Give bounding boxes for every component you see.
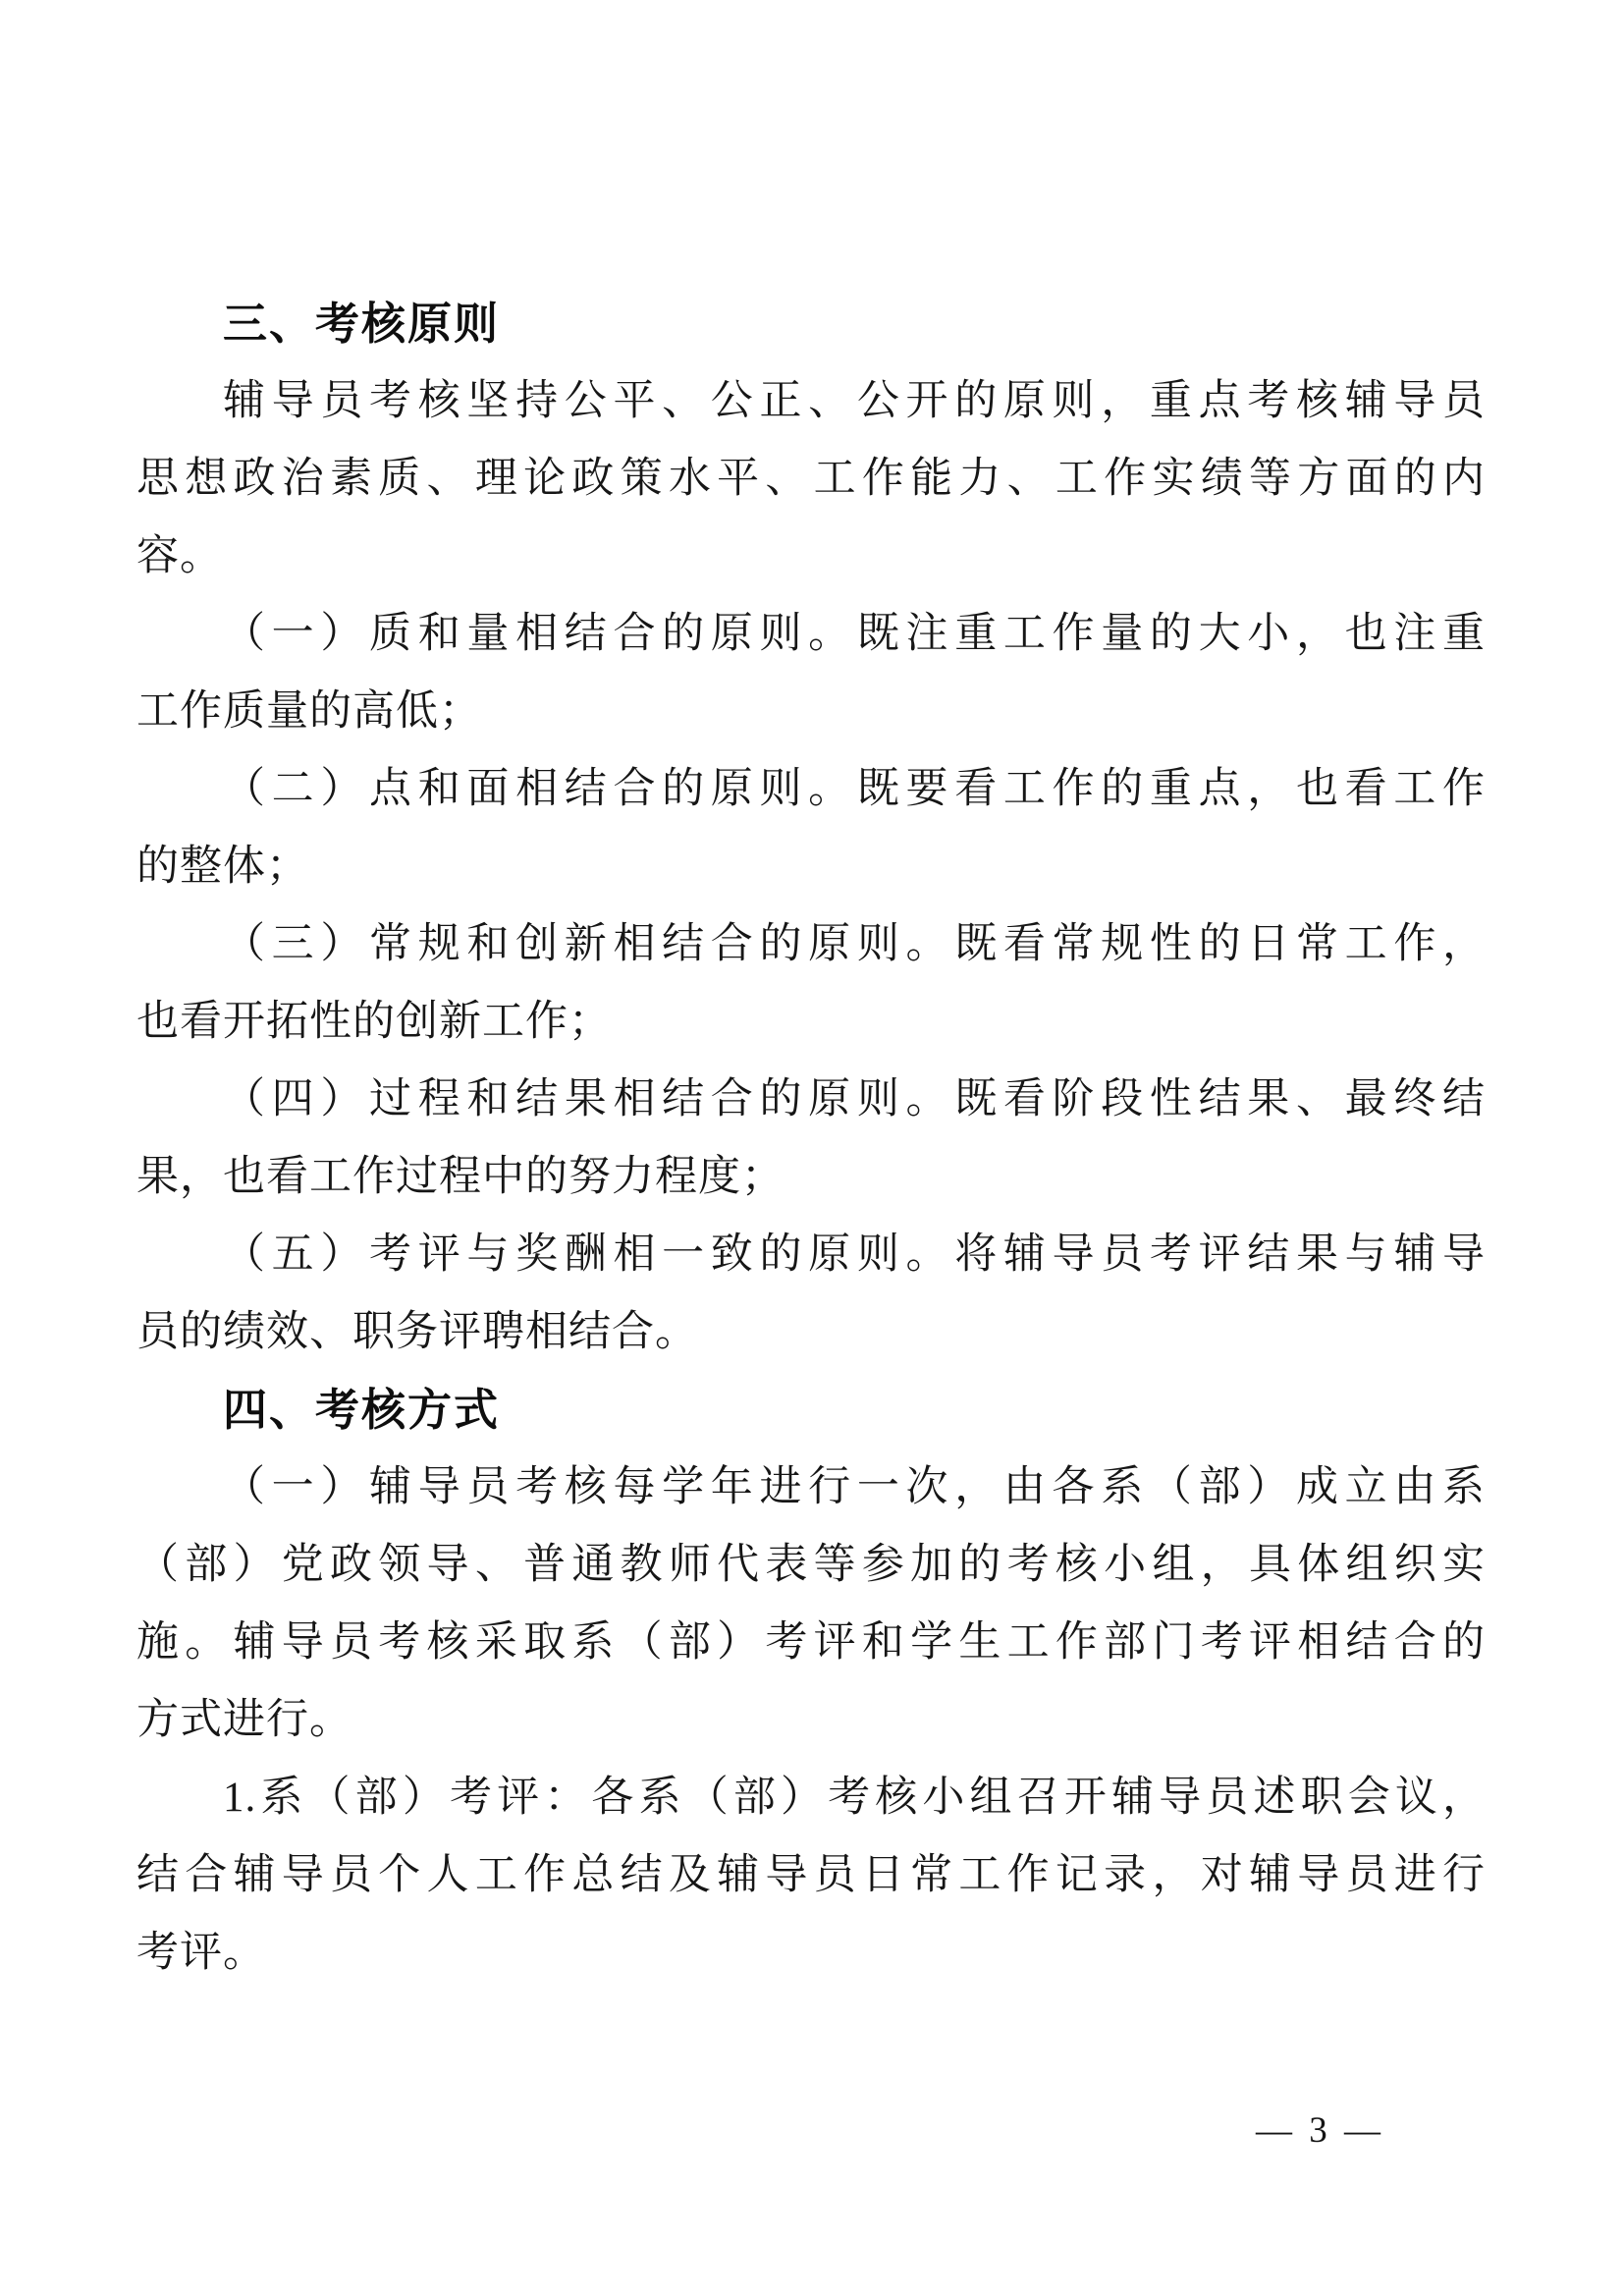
text-line: （一）辅导员考核每学年进行一次，由各系（部）成立由系 <box>223 1464 1486 1510</box>
text-line: 果，也看工作过程中的努力程度； <box>136 1154 784 1200</box>
text-line: 也看开拓性的创新工作； <box>136 999 612 1045</box>
text-line: （四）过程和结果相结合的原则。既看阶段性结果、最终结 <box>223 1076 1486 1122</box>
page-number: — 3 — <box>1256 2110 1384 2151</box>
text-line: 方式进行。 <box>136 1697 352 1743</box>
document-content <box>136 285 1486 1992</box>
section-heading: 三、考核原则 <box>223 299 501 349</box>
text-line: （五）考评与奖酬相一致的原则。将辅导员考评结果与辅导 <box>223 1231 1486 1278</box>
text-line: 施。辅导员考核采取系（部）考评和学生工作部门考评相结合的 <box>136 1619 1486 1666</box>
text-line: 的整体； <box>136 844 309 890</box>
text-line: （部）党政领导、普通教师代表等参加的考核小组，具体组织实 <box>136 1542 1486 1588</box>
text-line: （二）点和面相结合的原则。既要看工作的重点，也看工作 <box>223 766 1486 812</box>
text-line: 思想政治素质、理论政策水平、工作能力、工作实绩等方面的内 <box>136 456 1486 502</box>
text-line: 结合辅导员个人工作总结及辅导员日常工作记录，对辅导员进行 <box>136 1852 1486 1898</box>
text-line: （三）常规和创新相结合的原则。既看常规性的日常工作， <box>223 921 1486 967</box>
text-line: 1.系（部）考评：各系（部）考核小组召开辅导员述职会议， <box>223 1775 1486 1821</box>
section-heading: 四、考核方式 <box>223 1385 501 1435</box>
text-line: 员的绩效、职务评聘相结合。 <box>136 1309 698 1355</box>
text-line: 辅导员考核坚持公平、公正、公开的原则，重点考核辅导员 <box>223 378 1486 424</box>
text-line: （一）质和量相结合的原则。既注重工作量的大小，也注重 <box>223 611 1486 657</box>
text-line: 工作质量的高低； <box>136 688 482 735</box>
text-line: 容。 <box>136 533 223 579</box>
text-line: 考评。 <box>136 1930 266 1976</box>
